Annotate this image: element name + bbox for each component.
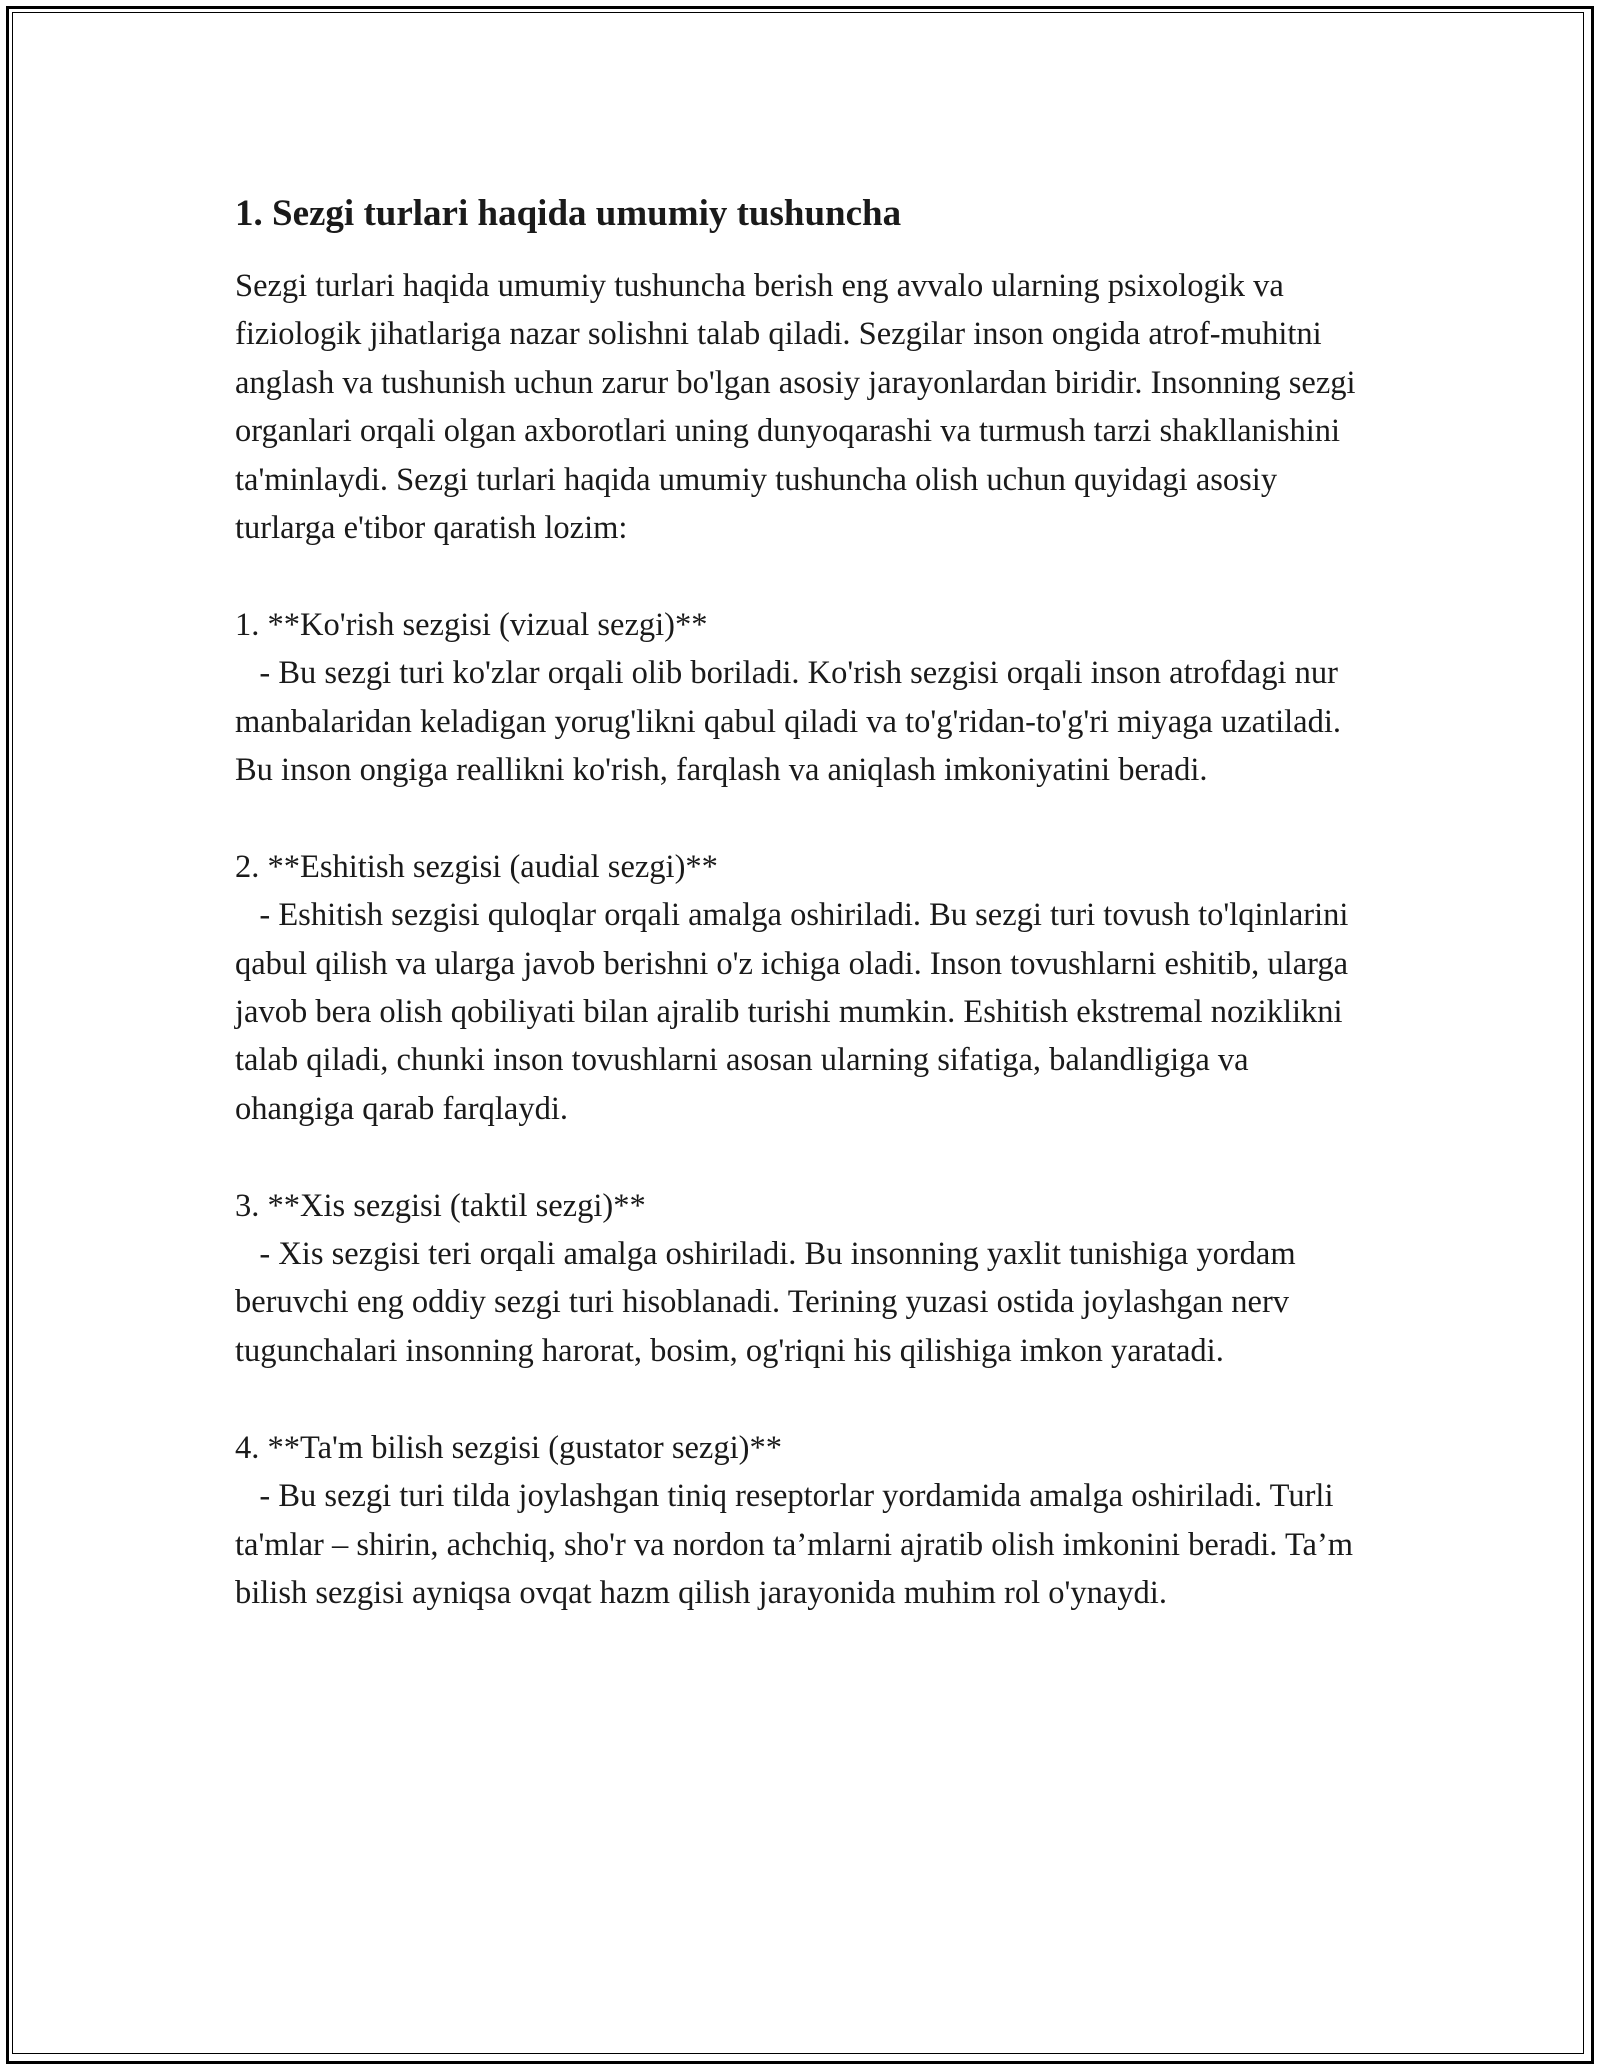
- section-2: [235, 843, 1365, 1133]
- section-heading: 4. **Ta'm bilish sezgisi (gustator sezgi)**: [235, 1429, 782, 1466]
- section-body: - Eshitish sezgisi quloqlar orqali amalga oshiriladi. Bu sezgi turi tovush to'lqinlarini qabul qilish va ularga javob berishni o'z ichiga oladi. Inson tovushlarni eshitib, ularga javob bera olish qobiliyati bilan ajralib turishi mumkin. Eshitish ekstremal noziklikni talab qiladi, chunki inson tovushlarni asosan ularning sifatiga, balandligiga va ohangiga qarab farqlaydi.: [235, 897, 1357, 1127]
- document-title: 1. Sezgi turlari haqida umumiy tushuncha: [235, 193, 902, 234]
- section-body: - Xis sezgisi teri orqali amalga oshiriladi. Bu insonning yaxlit tunishiga yordam beruvchi eng oddiy sezgi turi hisoblanadi. Terining yuzasi ostida joylashgan nerv tugunchalari insonning harorat, bosim, og'riqni his qilishiga imkon yaratadi.: [235, 1236, 1304, 1369]
- intro-paragraph: Sezgi turlari haqida umumiy tushuncha berish eng avvalo ularning psixologik va fiziologik jihatlariga nazar solishni talab qiladi. Sezgilar inson ongida atrof-muhitni anglash va tushunish uchun zarur bo'lgan asosiy jarayonlardan biridir. Insonning sezgi organlari orqali olgan axborotlari uning dunyoqarashi va turmush tarzi shakllanishini ta'minlaydi. Sezgi turlari haqida umumiy tushuncha olish uchun quyidagi asosiy turlarga e'tibor qaratish lozim:: [235, 268, 1364, 547]
- section-heading: 1. **Ko'rish sezgisi (vizual sezgi)**: [235, 606, 708, 643]
- section-body: - Bu sezgi turi tilda joylashgan tiniq reseptorlar yordamida amalga oshiriladi. Turli ta'mlar – shirin, achchiq, sho'r va nordon ta’mlarni ajratib olish imkonini beradi. Ta’m bilish sezgisi ayniqsa ovqat hazm qilish jarayonida muhim rol o'ynaydi.: [235, 1478, 1362, 1611]
- section-4: [235, 1424, 1365, 1618]
- section-body: - Bu sezgi turi ko'zlar orqali olib boriladi. Ko'rish sezgisi orqali inson atrofdagi nur manbalaridan keladigan yorug'likni qabul qiladi va to'g'ridan-to'g'ri miyaga uzatiladi. Bu inson ongiga reallikni ko'rish, farqlash va aniqlash imkoniyatini beradi.: [235, 655, 1350, 789]
- section-heading: 2. **Eshitish sezgisi (audial sezgi)**: [235, 848, 718, 885]
- section-1: [235, 601, 1365, 795]
- section-heading: 3. **Xis sezgisi (taktil sezgi)**: [235, 1187, 646, 1224]
- section-3: [235, 1182, 1365, 1376]
- document-body: [235, 188, 1365, 1617]
